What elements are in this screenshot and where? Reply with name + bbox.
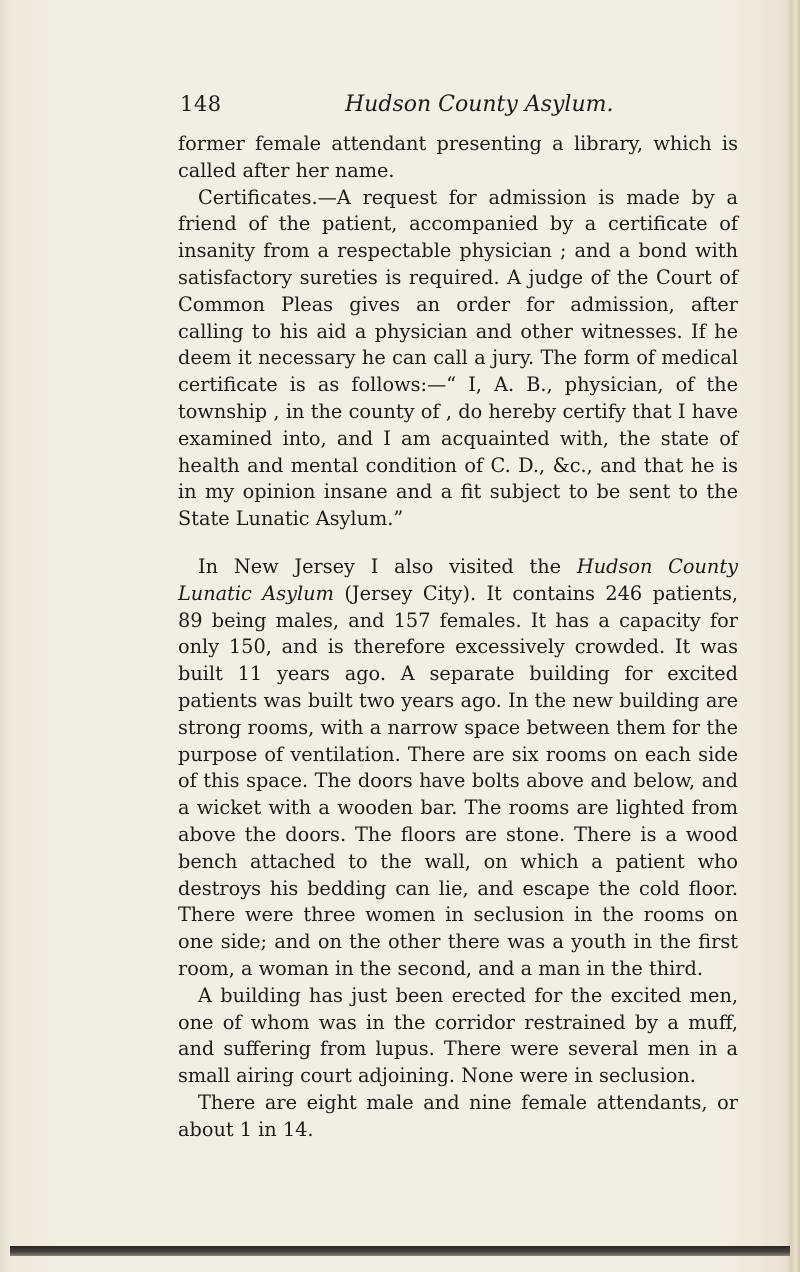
running-head: Hudson County Asylum. — [345, 92, 614, 117]
paragraph-hudson-county — [178, 554, 738, 983]
page-bottom-edge — [10, 1246, 790, 1256]
asylum-name-italic: Hudson County Lunatic Asylum — [178, 554, 738, 605]
paragraph-attendants: There are eight male and nine female attendants, or about 1 in 14. — [178, 1090, 738, 1141]
paragraph-hudson-rest: (Jersey City). It contains 246 patients, 89 being males, and 157 females. It has a capacity for only 150, and is therefore excessively crowded. It was built 11 years ago. A separate building for excited patients was built two years ago. In the new building are strong rooms, with a narrow space between them for the purpose of ventilation. There are six rooms on each side of this space. The doors have bolts above and below, and a wicket with a wooden bar. The rooms are lighted from above the doors. The floors are stone. There is a wood bench attached to the wall, on which a patient who destroys his bedding can lie, and escape the cold floor. There were three women in seclusion in the rooms on one side; and on the other there was a youth in the first room, a woman in the second, and a man in the third. — [178, 581, 738, 980]
paragraph-hudson-lead: In New Jersey I also visited the — [198, 554, 577, 578]
body-text — [178, 131, 738, 1143]
paragraph-new-building: A building has just been erected for the excited men, one of whom was in the corridor restrained by a muff, and suffering from lupus. There were several men in a small airing court adjoining. None were in seclusion. — [178, 983, 738, 1088]
paragraph-continuation: former female attendant presenting a library, which is called after her name. — [178, 132, 738, 182]
page-right-edge — [786, 0, 800, 1272]
paragraph-certificates: Certificates.—A request for admission is made by a friend of the patient, accompanied by a certificate of insanity from a respectable physician ; and a bond with satisfactory sureties is required. A judge of the Court of Common Pleas gives an order for admission, after calling to his aid a physician and other witnesses. If he deem it necessary he can call a jury. The form of medical certificate is as follows:—“ I, A. B., physician, of the township , in the county of , do hereby certify that I have examined into, and I am acquainted with, the state of health and mental condition of C. D., &c., and that he is in my opinion insane and a fit subject to be sent to the State Lunatic Asylum.” — [178, 185, 738, 531]
page-header — [0, 92, 800, 122]
page-number: 148 — [180, 92, 222, 116]
page-left-edge — [0, 0, 10, 1272]
